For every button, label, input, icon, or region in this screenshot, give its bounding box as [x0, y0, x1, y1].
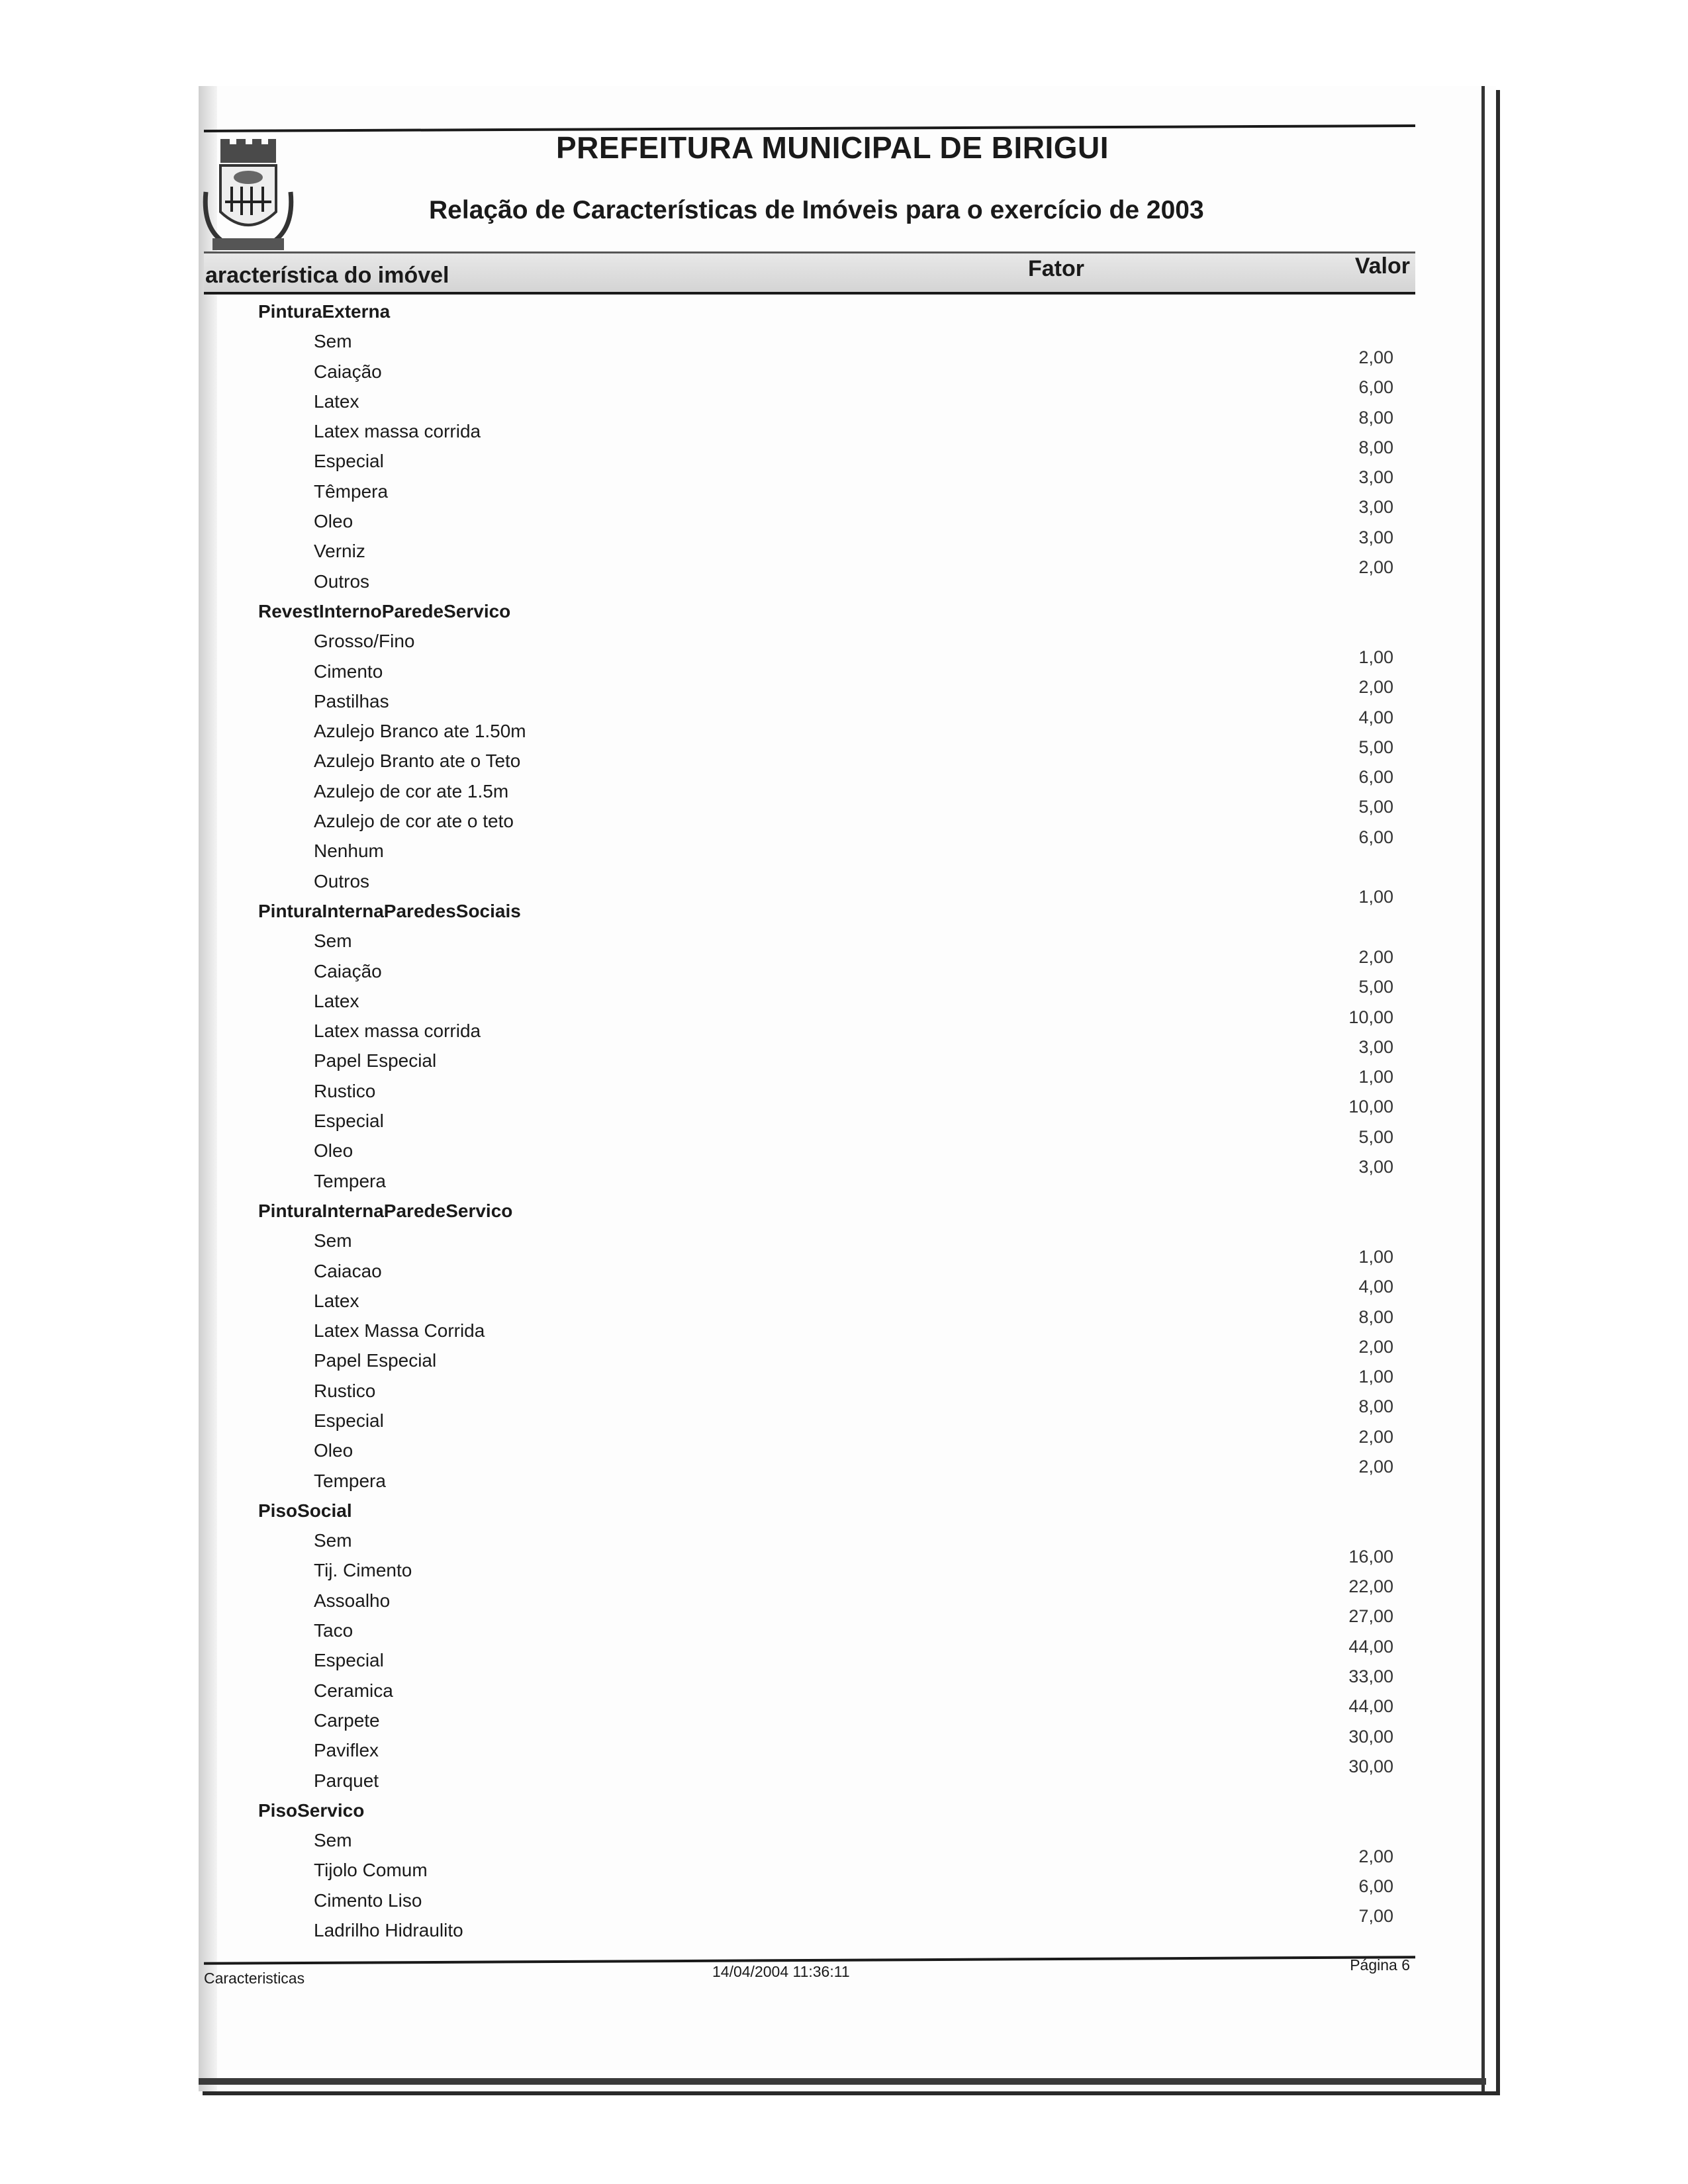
- list-item: Especial: [314, 1650, 384, 1671]
- group-heading: PinturaInternaParedeServico: [258, 1200, 513, 1221]
- list-item: Oleo: [314, 1440, 353, 1461]
- list-item: Azulejo Branco ate 1.50m: [314, 721, 526, 742]
- list-item: Sem: [314, 1830, 352, 1851]
- item-value: 2,00: [1358, 347, 1393, 367]
- footer-report-name: Caracteristicas: [204, 1970, 305, 1987]
- list-item: Ladrilho Hidraulito: [314, 1920, 463, 1941]
- item-value: 4,00: [1358, 707, 1393, 727]
- item-value: 30,00: [1348, 1756, 1393, 1776]
- item-value: 33,00: [1348, 1666, 1393, 1687]
- item-value: 27,00: [1348, 1606, 1393, 1627]
- item-value: 10,00: [1348, 1007, 1393, 1027]
- item-value: 4,00: [1358, 1277, 1393, 1297]
- item-value: 3,00: [1358, 497, 1393, 518]
- list-item: Cimento: [314, 660, 383, 682]
- group-heading: PisoSocial: [258, 1500, 352, 1521]
- list-item: Paviflex: [314, 1740, 379, 1761]
- list-item: Têmpera: [314, 480, 389, 502]
- item-value: 1,00: [1358, 1367, 1393, 1387]
- list-item: Azulejo de cor ate o teto: [314, 811, 514, 832]
- list-item: Papel Especial: [314, 1350, 437, 1371]
- list-item: Latex massa corrida: [314, 421, 481, 442]
- list-item: Outros: [314, 570, 370, 592]
- list-item: Latex: [314, 990, 359, 1011]
- item-value: 5,00: [1358, 977, 1393, 997]
- report-subtitle: Relação de Características de Imóveis para o exercício de 2003: [429, 196, 1204, 224]
- item-value: 6,00: [1358, 377, 1393, 398]
- footer-timestamp: 14/04/2004 11:36:11: [712, 1963, 850, 1980]
- group-heading: PisoServico: [258, 1799, 365, 1821]
- item-value: 2,00: [1358, 677, 1393, 698]
- list-item: Sem: [314, 331, 352, 352]
- item-value: 6,00: [1358, 1876, 1393, 1897]
- value-spacer: [1311, 1812, 1393, 1842]
- item-value: 3,00: [1358, 467, 1393, 488]
- list-item: Latex: [314, 390, 359, 412]
- list-item: Caiacao: [314, 1260, 382, 1281]
- item-value: [1311, 1182, 1393, 1212]
- table-header: [204, 251, 1415, 295]
- list-item: Ceramica: [314, 1680, 393, 1701]
- page-bottom-edge: [199, 2078, 1486, 2085]
- list-item: Papel Especial: [314, 1050, 437, 1071]
- list-item: Especial: [314, 1111, 384, 1132]
- item-value: 8,00: [1358, 1396, 1393, 1417]
- item-value: 5,00: [1358, 737, 1393, 757]
- list-item: Latex massa corrida: [314, 1021, 481, 1042]
- value-spacer: [1311, 1212, 1393, 1242]
- page-right-edge: [1481, 86, 1485, 2091]
- page-left-edge: [199, 86, 217, 2091]
- list-item: Verniz: [314, 541, 365, 562]
- item-value: 8,00: [1358, 1306, 1393, 1327]
- list-item: Sem: [314, 931, 352, 952]
- list-item: Tempera: [314, 1170, 386, 1191]
- list-item: Oleo: [314, 1140, 353, 1161]
- item-value: 2,00: [1358, 557, 1393, 578]
- item-value: 2,00: [1358, 946, 1393, 967]
- item-value: 3,00: [1358, 1036, 1393, 1057]
- item-value: 2,00: [1358, 1846, 1393, 1866]
- list-item: Grosso/Fino: [314, 631, 415, 652]
- list-item: Latex: [314, 1290, 359, 1311]
- list-item: Oleo: [314, 511, 353, 532]
- list-item: Carpete: [314, 1709, 380, 1731]
- list-item: Azulejo de cor ate 1.5m: [314, 780, 509, 801]
- item-value: 5,00: [1358, 797, 1393, 817]
- item-value: 6,00: [1358, 827, 1393, 847]
- list-item: Azulejo Branto ate o Teto: [314, 751, 521, 772]
- municipal-coat-of-arms-icon: [202, 139, 295, 255]
- page-title: PREFEITURA MUNICIPAL DE BIRIGUI: [556, 130, 1109, 165]
- list-item: Latex Massa Corrida: [314, 1320, 485, 1342]
- list-item: Tijolo Comum: [314, 1860, 428, 1881]
- item-value: 8,00: [1358, 407, 1393, 428]
- column-header-fator: Fator: [1028, 256, 1084, 281]
- list-item: Assoalho: [314, 1590, 391, 1611]
- item-value: 2,00: [1358, 1336, 1393, 1357]
- column-header-caracteristica: aracterística do imóvel: [205, 263, 449, 288]
- footer-page-number: Página 6: [1350, 1956, 1410, 1974]
- item-value: 44,00: [1348, 1696, 1393, 1717]
- item-value: 1,00: [1358, 1067, 1393, 1087]
- item-value: [1311, 582, 1393, 612]
- list-item: Especial: [314, 451, 384, 472]
- item-value: 22,00: [1348, 1576, 1393, 1597]
- item-value: 5,00: [1358, 1126, 1393, 1147]
- list-item: Caiação: [314, 960, 382, 981]
- item-value: 1,00: [1358, 647, 1393, 667]
- list-item: Nenhum: [314, 841, 384, 862]
- list-item: Caiação: [314, 361, 382, 382]
- item-value: [1311, 1782, 1393, 1811]
- value-spacer: [1311, 1512, 1393, 1542]
- list-item: Outros: [314, 870, 370, 891]
- list-item: Tempera: [314, 1470, 386, 1491]
- item-value: 2,00: [1358, 1456, 1393, 1477]
- list-item: Rustico: [314, 1380, 376, 1401]
- value-spacer: [1311, 613, 1393, 643]
- item-value: 44,00: [1348, 1636, 1393, 1657]
- item-value: 16,00: [1348, 1546, 1393, 1567]
- item-value: [1311, 1482, 1393, 1512]
- column-header-valor: Valor: [1354, 253, 1410, 279]
- group-heading: PinturaExterna: [258, 301, 391, 322]
- list-item: Tij. Cimento: [314, 1560, 412, 1581]
- item-value: 1,00: [1358, 887, 1393, 907]
- list-item: Cimento Liso: [314, 1889, 422, 1911]
- item-value: 3,00: [1358, 1157, 1393, 1177]
- group-heading: RevestInternoParedeServico: [258, 600, 511, 621]
- list-item: Parquet: [314, 1770, 379, 1791]
- item-value: 10,00: [1348, 1097, 1393, 1117]
- item-value: 6,00: [1358, 767, 1393, 788]
- characteristics-list: [258, 296, 1251, 1945]
- value-spacer: [1311, 913, 1393, 942]
- list-item: Sem: [314, 1530, 352, 1551]
- list-item: Sem: [314, 1230, 352, 1251]
- list-item: Rustico: [314, 1080, 376, 1101]
- item-value: 8,00: [1358, 437, 1393, 457]
- item-value: [1311, 852, 1393, 882]
- group-heading: PinturaInternaParedesSociais: [258, 900, 521, 921]
- item-value: 2,00: [1358, 1426, 1393, 1447]
- item-value: 3,00: [1358, 527, 1393, 547]
- list-item: Taco: [314, 1620, 353, 1641]
- list-item: Pastilhas: [314, 690, 389, 711]
- item-value: 30,00: [1348, 1726, 1393, 1747]
- item-value: 7,00: [1358, 1906, 1393, 1927]
- list-item: Especial: [314, 1410, 384, 1431]
- valor-column: [1311, 343, 1393, 1962]
- item-value: 1,00: [1358, 1246, 1393, 1267]
